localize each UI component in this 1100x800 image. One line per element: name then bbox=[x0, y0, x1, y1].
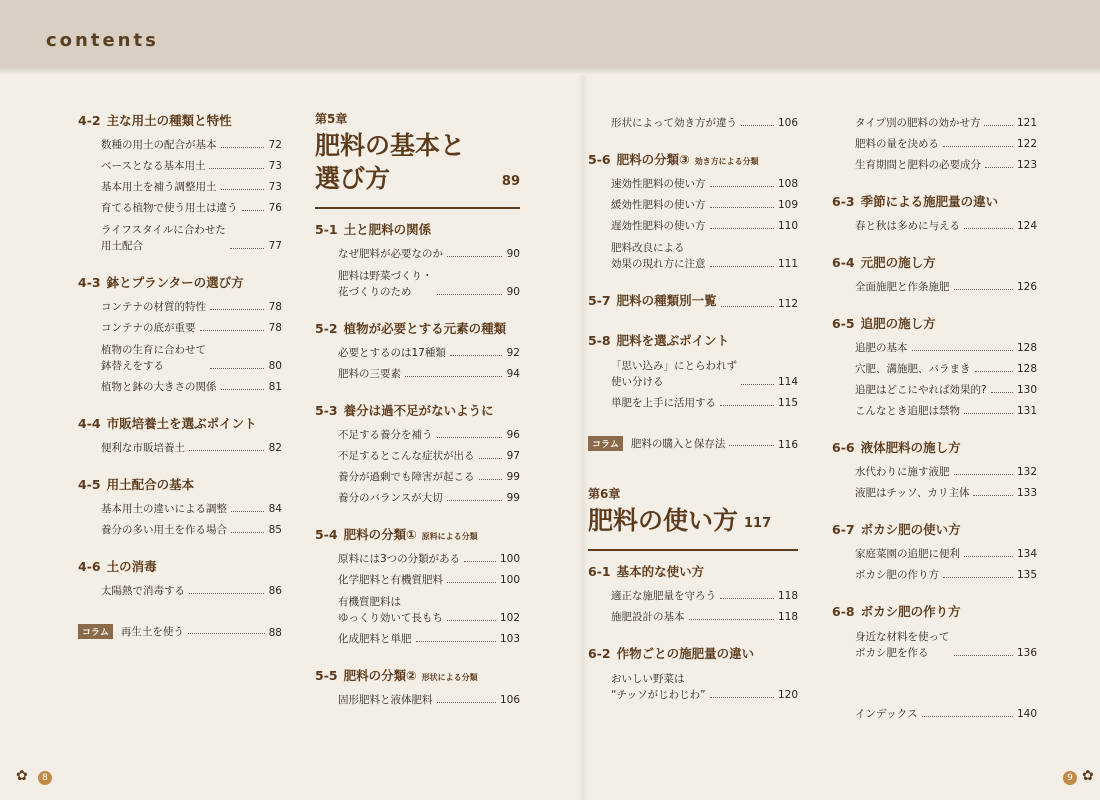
section-heading[interactable]: 6-6 液体肥料の施し方 bbox=[832, 440, 961, 455]
section-6-4 bbox=[832, 252, 1037, 295]
toc-item[interactable]: タイプ別の肥料の効かせ方 121 bbox=[855, 117, 1037, 129]
section-5-6 bbox=[588, 149, 798, 272]
toc-item[interactable]: 養分の多い用土を作る場合 85 bbox=[101, 524, 282, 536]
toc-item[interactable]: 養分が過剰でも障害が起こる 99 bbox=[338, 471, 520, 483]
toc-item[interactable]: 不足するとこんな症状が出る 97 bbox=[338, 450, 520, 462]
toc-item[interactable]: 不足する養分を補う 96 bbox=[338, 429, 520, 441]
section-6-3 bbox=[832, 191, 1037, 234]
section-heading[interactable]: 4-6 土の消毒 bbox=[78, 559, 157, 574]
toc-item[interactable]: 肥料改良による 効果の現れ方に注意 111 bbox=[611, 242, 798, 270]
toc-column-2 bbox=[315, 110, 520, 708]
toc-item[interactable]: 液肥はチッソ、カリ主体 133 bbox=[855, 487, 1037, 499]
section-5-5 bbox=[315, 665, 520, 708]
chapter-rule bbox=[315, 207, 520, 209]
toc-column-1 bbox=[78, 110, 282, 639]
toc-item[interactable]: 化学肥料と有機質肥料 100 bbox=[338, 574, 520, 586]
toc-item[interactable]: 遅効性肥料の使い方 110 bbox=[611, 220, 798, 232]
chapter-label: 第5章 bbox=[315, 112, 348, 126]
toc-item[interactable]: 養分のバランスが大切 99 bbox=[338, 492, 520, 504]
toc-item[interactable]: 緩効性肥料の使い方 109 bbox=[611, 199, 798, 211]
toc-item[interactable]: 「思い込み」にとらわれず 使い分ける 114 bbox=[611, 360, 798, 388]
section-heading[interactable]: 6-7 ボカシ肥の使い方 bbox=[832, 522, 961, 537]
toc-item[interactable]: 固形肥料と液体肥料 106 bbox=[338, 694, 520, 706]
section-heading[interactable]: 6-8 ボカシ肥の作り方 bbox=[832, 604, 961, 619]
section-heading[interactable]: 4-5 用土配合の基本 bbox=[78, 477, 195, 492]
section-5-3 bbox=[315, 400, 520, 506]
toc-column-3 bbox=[588, 110, 798, 703]
column-tag: コラム bbox=[78, 624, 113, 639]
toc-item[interactable]: コンテナの材質的特性 78 bbox=[101, 301, 282, 313]
mascot-icon: ✿ bbox=[1082, 768, 1094, 784]
chapter-title: 肥料の基本と 選び方 bbox=[315, 131, 466, 193]
header-band bbox=[0, 0, 1100, 75]
section-4-5 bbox=[78, 474, 282, 538]
section-4-6 bbox=[78, 556, 282, 599]
toc-item[interactable]: 速効性肥料の使い方 108 bbox=[611, 178, 798, 190]
section-4-4 bbox=[78, 413, 282, 456]
section-5-4 bbox=[315, 524, 520, 647]
section-5-7 bbox=[588, 290, 798, 312]
toc-item[interactable]: コンテナの底が重要 78 bbox=[101, 322, 282, 334]
section-5-2 bbox=[315, 318, 520, 382]
section-6-1 bbox=[588, 561, 798, 625]
section-heading[interactable]: 5-6 肥料の分類③ 効き方による分類 bbox=[588, 152, 759, 167]
toc-item[interactable]: 春と秋は多めに与える 124 bbox=[855, 220, 1037, 232]
page-number-right: 9 bbox=[1063, 771, 1077, 785]
section-heading[interactable]: 4-4 市販培養土を選ぶポイント bbox=[78, 416, 257, 431]
toc-item[interactable]: 便利な市販培養土 82 bbox=[101, 442, 282, 454]
toc-item[interactable]: 基本用土を補う調整用土 73 bbox=[101, 181, 282, 193]
toc-item[interactable]: 化成肥料と単肥 103 bbox=[338, 633, 520, 645]
toc-item[interactable]: 有機質肥料は ゆっくり効いて長もち 102 bbox=[338, 596, 520, 624]
chapter-5-heading[interactable] bbox=[315, 110, 520, 209]
toc-item[interactable]: 原料には3つの分類がある 100 bbox=[338, 553, 520, 565]
chapter-title: 肥料の使い方 bbox=[588, 506, 739, 535]
section-4-2 bbox=[78, 110, 282, 254]
section-heading[interactable]: 4-3 鉢とプランターの選び方 bbox=[78, 275, 244, 290]
chapter-label: 第6章 bbox=[588, 487, 621, 501]
section-heading[interactable]: 5-1 土と肥料の関係 bbox=[315, 222, 432, 237]
toc-item[interactable]: 基本用土の違いによる調整 84 bbox=[101, 503, 282, 515]
chapter-rule bbox=[588, 549, 798, 551]
section-5-8 bbox=[588, 330, 798, 411]
section-heading[interactable]: 6-4 元肥の施し方 bbox=[832, 255, 936, 270]
mascot-icon: ✿ bbox=[16, 768, 28, 784]
chapter-6-heading[interactable] bbox=[588, 485, 798, 551]
section-heading[interactable]: 5-7 肥料の種類別一覧 112 bbox=[588, 293, 798, 310]
section-6-5 bbox=[832, 313, 1037, 419]
index-entry[interactable]: インデックス 140 bbox=[855, 708, 1037, 720]
toc-item[interactable]: 植物と鉢の大きさの関係 81 bbox=[101, 381, 282, 393]
book-gutter bbox=[578, 75, 588, 800]
section-5-1 bbox=[315, 219, 520, 300]
toc-item[interactable]: ベースとなる基本用土 73 bbox=[101, 160, 282, 172]
section-heading[interactable]: 4-2 主な用土の種類と特性 bbox=[78, 113, 232, 128]
section-heading[interactable]: 6-3 季節による施肥量の違い bbox=[832, 194, 999, 209]
page-title: contents bbox=[46, 30, 159, 51]
toc-column-4 bbox=[832, 110, 1037, 722]
toc-item[interactable]: 生育期間と肥料の必要成分 123 bbox=[855, 159, 1037, 171]
section-heading[interactable]: 5-3 養分は過不足がないように bbox=[315, 403, 494, 418]
section-6-6 bbox=[832, 437, 1037, 501]
section-heading[interactable]: 6-1 基本的な使い方 bbox=[588, 564, 705, 579]
column-entry[interactable]: コラム 再生土を使う 88 bbox=[78, 617, 282, 639]
toc-item[interactable]: ライフスタイルに合わせた 用土配合 77 bbox=[101, 224, 282, 252]
toc-item[interactable]: 身近な材料を使って ボカシ肥を作る 136 bbox=[855, 631, 1037, 659]
toc-item[interactable]: 肥料の三要素 94 bbox=[338, 368, 520, 380]
toc-item[interactable]: 追肥の基本 128 bbox=[855, 342, 1037, 354]
section-6-2 bbox=[588, 643, 798, 703]
toc-item[interactable]: 肥料の量を決める 122 bbox=[855, 138, 1037, 150]
toc-item[interactable]: 太陽熱で消毒する 86 bbox=[101, 585, 282, 597]
toc-item[interactable]: おいしい野菜は “チッソがじわじわ” 120 bbox=[611, 673, 798, 701]
toc-item[interactable]: 育てる植物で使う用土は違う 76 bbox=[101, 202, 282, 214]
section-heading[interactable]: 6-5 追肥の施し方 bbox=[832, 316, 936, 331]
toc-item[interactable]: 形状によって効き方が違う 106 bbox=[611, 117, 798, 129]
column-tag: コラム bbox=[588, 436, 623, 451]
section-heading[interactable]: 5-4 肥料の分類① 原料による分類 bbox=[315, 527, 478, 542]
toc-item[interactable]: 追肥はどこにやれば効果的? 130 bbox=[855, 384, 1037, 396]
toc-item[interactable]: ボカシ肥の作り方 135 bbox=[855, 569, 1037, 581]
toc-item[interactable]: 肥料は野菜づくり・ 花づくりのため 90 bbox=[338, 270, 520, 298]
toc-item[interactable]: 穴肥、溝施肥、バラまき 128 bbox=[855, 363, 1037, 375]
page-number-left: 8 bbox=[38, 771, 52, 785]
section-heading[interactable]: 5-5 肥料の分類② 形状による分類 bbox=[315, 668, 478, 683]
toc-item[interactable]: 適正な施肥量を守ろう 118 bbox=[611, 590, 798, 602]
section-heading[interactable]: 5-2 植物が必要とする元素の種類 bbox=[315, 321, 507, 336]
toc-item[interactable]: 水代わりに施す液肥 132 bbox=[855, 466, 1037, 478]
toc-item[interactable]: 必要とするのは17種類 92 bbox=[338, 347, 520, 359]
toc-item[interactable]: 全面施肥と作条施肥 126 bbox=[855, 281, 1037, 293]
chapter-page: 117 bbox=[744, 516, 772, 531]
toc-item[interactable]: 家庭菜園の追肥に便利 134 bbox=[855, 548, 1037, 560]
toc-item[interactable]: こんなとき追肥は禁物 131 bbox=[855, 405, 1037, 417]
toc-item[interactable]: 植物の生育に合わせて 鉢替えをする 80 bbox=[101, 344, 282, 372]
section-6-8 bbox=[832, 601, 1037, 661]
toc-item[interactable]: 施肥設計の基本 118 bbox=[611, 611, 798, 623]
section-heading[interactable]: 5-8 肥料を選ぶポイント bbox=[588, 333, 730, 348]
toc-item[interactable]: なぜ肥料が必要なのか 90 bbox=[338, 248, 520, 260]
chapter-page: 89 bbox=[501, 174, 520, 189]
section-4-3 bbox=[78, 272, 282, 395]
column-entry[interactable]: コラム 肥料の購入と保存法 116 bbox=[588, 429, 798, 451]
section-heading[interactable]: 6-2 作物ごとの施肥量の違い bbox=[588, 646, 755, 661]
section-6-7 bbox=[832, 519, 1037, 583]
toc-item[interactable]: 数種の用土の配合が基本 72 bbox=[101, 139, 282, 151]
toc-item[interactable]: 単肥を上手に活用する 115 bbox=[611, 397, 798, 409]
